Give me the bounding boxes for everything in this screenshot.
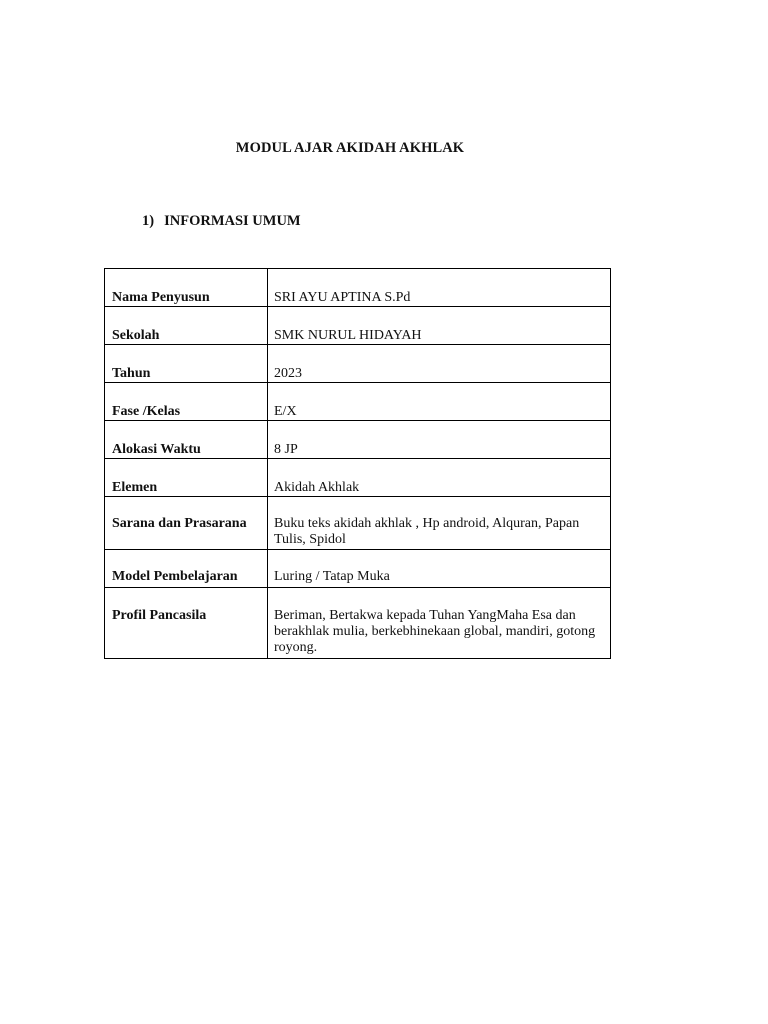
table-row — [105, 383, 611, 421]
table-row — [105, 421, 611, 459]
row-label: Alokasi Waktu — [105, 421, 268, 459]
table-row — [105, 497, 611, 550]
row-value: SRI AYU APTINA S.Pd — [268, 269, 611, 307]
row-value: Luring / Tatap Muka — [268, 550, 611, 588]
row-value: 2023 — [268, 345, 611, 383]
row-label: Model Pembelajaran — [105, 550, 268, 588]
section-number: 1) — [142, 213, 155, 229]
table-row — [105, 345, 611, 383]
table-row — [105, 459, 611, 497]
row-value: Beriman, Bertakwa kepada Tuhan YangMaha Esa dan berakhlak mulia, berkebhinekaan global, mandiri, gotong royong. — [268, 588, 611, 659]
row-label: Sarana dan Prasarana — [105, 497, 268, 550]
row-label: Elemen — [105, 459, 268, 497]
section-heading-text: INFORMASI UMUM — [164, 213, 301, 229]
info-table — [104, 268, 611, 659]
document-title: MODUL AJAR AKIDAH AKHLAK — [235, 140, 465, 156]
row-label: Sekolah — [105, 307, 268, 345]
row-label: Profil Pancasila — [105, 588, 268, 659]
row-value: SMK NURUL HIDAYAH — [268, 307, 611, 345]
row-value: Akidah Akhlak — [268, 459, 611, 497]
table-row — [105, 269, 611, 307]
row-value: E/X — [268, 383, 611, 421]
row-label: Fase /Kelas — [105, 383, 268, 421]
row-value: Buku teks akidah akhlak , Hp android, Alquran, Papan Tulis, Spidol — [268, 497, 611, 550]
row-value: 8 JP — [268, 421, 611, 459]
table-row — [105, 550, 611, 588]
row-label: Nama Penyusun — [105, 269, 268, 307]
section-heading — [142, 213, 301, 230]
row-label: Tahun — [105, 345, 268, 383]
table-row — [105, 588, 611, 659]
table-row — [105, 307, 611, 345]
